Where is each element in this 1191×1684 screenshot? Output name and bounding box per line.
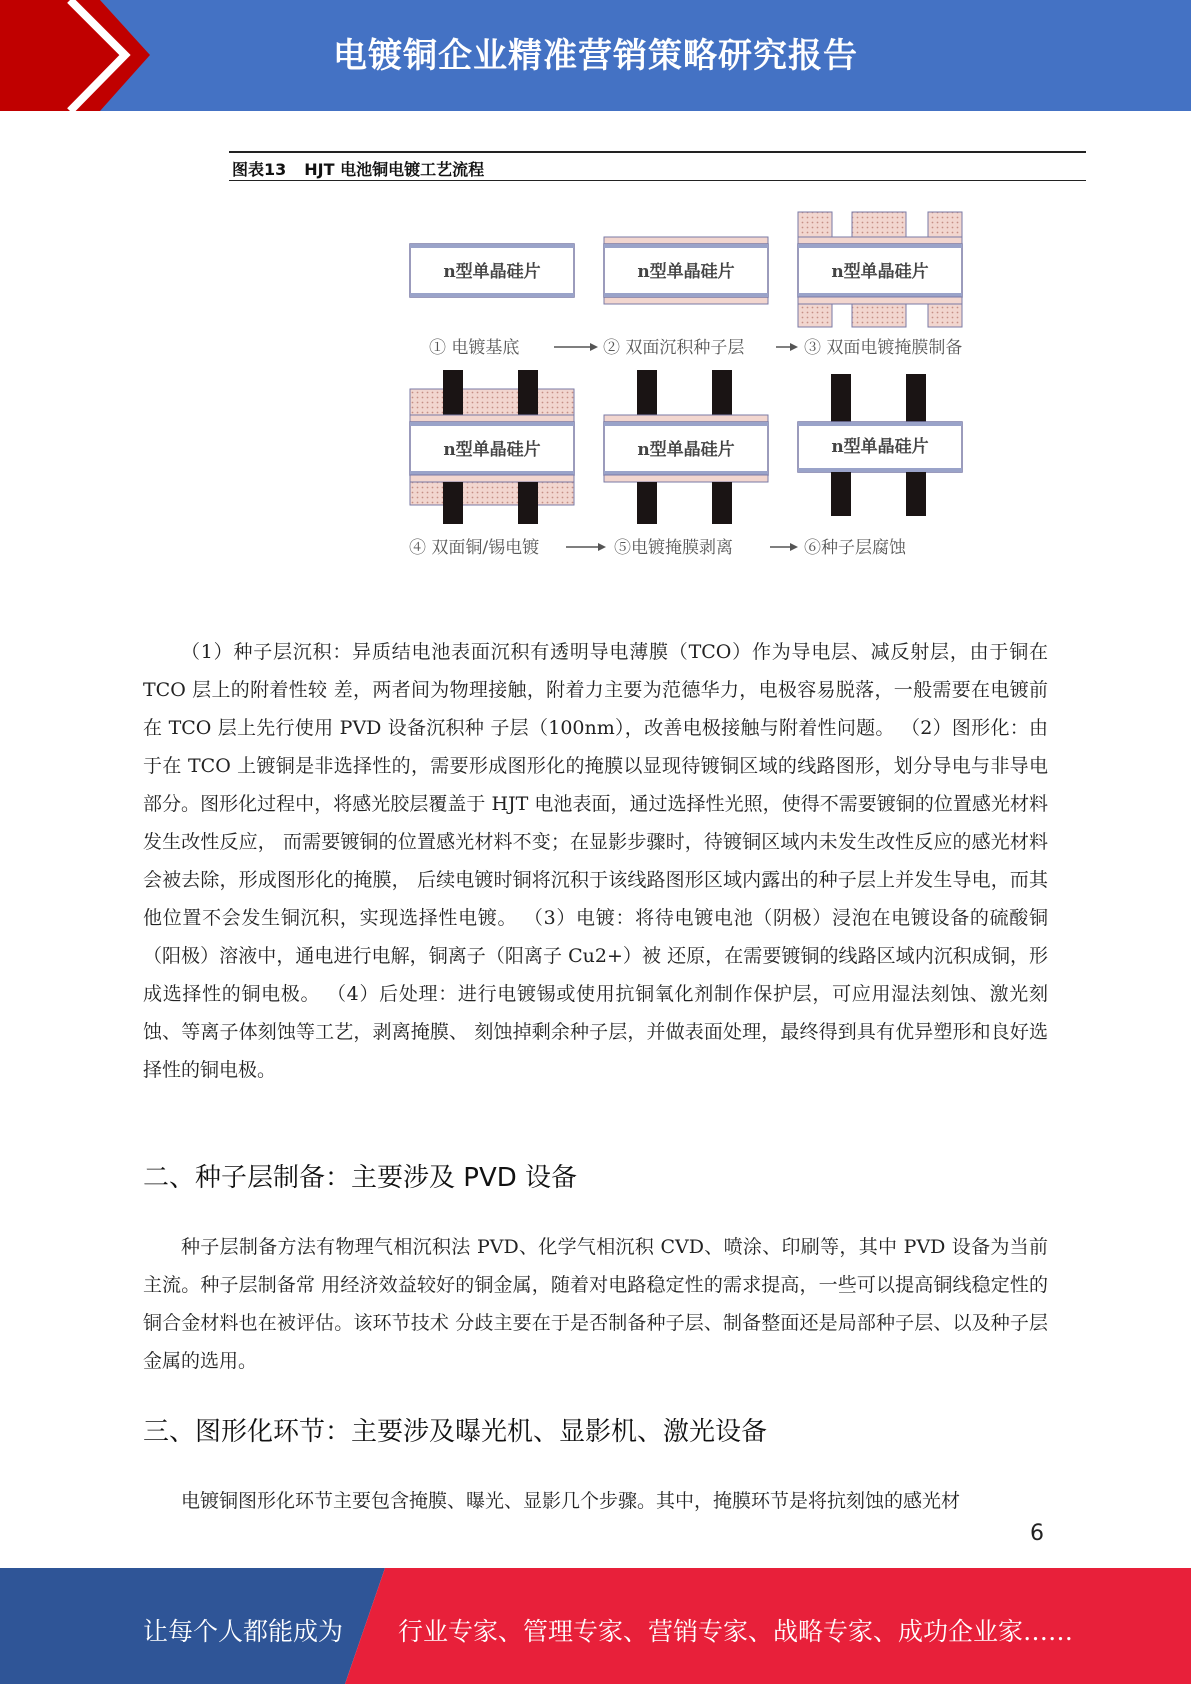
step-label-4: ④ 双面铜/锡电镀 bbox=[409, 538, 540, 558]
wafer-step-2 bbox=[604, 237, 768, 304]
section-heading-3: 三、图形化环节：主要涉及曝光机、显影机、激光设备 bbox=[143, 1417, 768, 1447]
section-heading-2: 二、种子层制备：主要涉及 PVD 设备 bbox=[143, 1163, 578, 1193]
body-paragraph-1: （1）种子层沉积：异质结电池表面沉积有透明导电薄膜（TCO）作为导电层、减反射层，由于铜在 TCO 层上的附着性较 差，两者间为物理接触，附着力主要为范德华力，电极容易脱落，一般需要在电镀前在 TCO 层上先行使用 PVD 设备沉积种 子层（100nm），改善电极接触与附着性问题。 （2）图形化：由于在 TCO 上镀铜是非选择性的，需要形成图形化的掩膜以显现待镀铜区域的线路图形，划分导电与非导电 部分。图形化过程中，将感光胶层覆盖于 HJT 电池表面，通过选择性光照，使得不需要镀铜的位置感光材料发生改性反应， 而需要镀铜的位置感光材料不变；在显影步骤时，待镀铜区域内未发生改性反应的感光材料会被去除，形成图形化的掩膜， 后续电镀时铜将沉积于该线路图形区域内露出的种子层上并发生导电，而其他位置不会发生铜沉积，实现选择性电镀。 （3）电镀：将待电镀电池（阴极）浸泡在电镀设备的硫酸铜（阳极）溶液中，通电进行电解，铜离子（阳离子 Cu2+）被 还原，在需要镀铜的线路区域内沉积成铜，形成选择性的铜电极。 （4）后处理：进行电镀锡或使用抗铜氧化剂制作保护层，可应用湿法刻蚀、激光刻蚀、等离子体刻蚀等工艺，剥离掩膜、 刻蚀掉剩余种子层，并做表面处理，最终得到具有优异塑形和良好选择性的铜电极。 bbox=[143, 641, 1048, 1081]
wafer-step-6 bbox=[798, 374, 962, 516]
step-label-1: ① 电镀基底 bbox=[429, 338, 520, 358]
wafer-step-1 bbox=[410, 244, 574, 297]
wafer-step-3 bbox=[798, 212, 962, 327]
step-label-6: ⑥种子层腐蚀 bbox=[804, 538, 906, 558]
flow-arrow-head bbox=[590, 343, 598, 351]
step-label-5: ⑤电镀掩膜剥离 bbox=[614, 538, 733, 558]
hjt-process-diagram bbox=[0, 0, 1191, 580]
wafer-label: n型单晶硅片 bbox=[443, 440, 541, 460]
footer-slogan-left: 让每个人都能成为 bbox=[143, 1617, 344, 1646]
footer-slogan-right: 行业专家、管理专家、营销专家、战略专家、成功企业家…… bbox=[398, 1617, 1074, 1646]
wafer-label: n型单晶硅片 bbox=[443, 262, 541, 282]
page-footer bbox=[0, 1568, 1191, 1684]
figure-number: 图表13 bbox=[232, 160, 287, 179]
step-label-2: ② 双面沉积种子层 bbox=[603, 338, 745, 358]
wafer-label: n型单晶硅片 bbox=[637, 262, 735, 282]
flow-arrow-head bbox=[790, 343, 798, 351]
wafer-step-4 bbox=[410, 370, 574, 524]
flow-arrow-head bbox=[790, 543, 798, 551]
page-number: 6 bbox=[1030, 1521, 1044, 1546]
wafer-label: n型单晶硅片 bbox=[831, 262, 929, 282]
flow-arrow-head bbox=[598, 543, 606, 551]
wafer-step-5 bbox=[604, 370, 768, 524]
step-label-3: ③ 双面电镀掩膜制备 bbox=[804, 338, 963, 358]
figure-title: HJT 电池铜电镀工艺流程 bbox=[304, 160, 485, 179]
wafer-label: n型单晶硅片 bbox=[637, 440, 735, 460]
wafer-label: n型单晶硅片 bbox=[831, 437, 929, 457]
report-title: 电镀铜企业精准营销策略研究报告 bbox=[333, 36, 858, 76]
body-paragraph-2: 种子层制备方法有物理气相沉积法 PVD、化学气相沉积 CVD、喷涂、印刷等，其中 PVD 设备为当前主流。种子层制备常 用经济效益较好的铜金属，随着对电路稳定性的需求提高，一些可以提高铜线稳定性的铜合金材料也在被评估。该环节技术 分歧主要在于是否制备种子层、制备整面还是局部种子层、以及种子层金属的选用。 bbox=[143, 1236, 1048, 1372]
body-paragraph-3: 电镀铜图形化环节主要包含掩膜、曝光、显影几个步骤。其中，掩膜环节是将抗刻蚀的感光材 bbox=[181, 1490, 961, 1512]
